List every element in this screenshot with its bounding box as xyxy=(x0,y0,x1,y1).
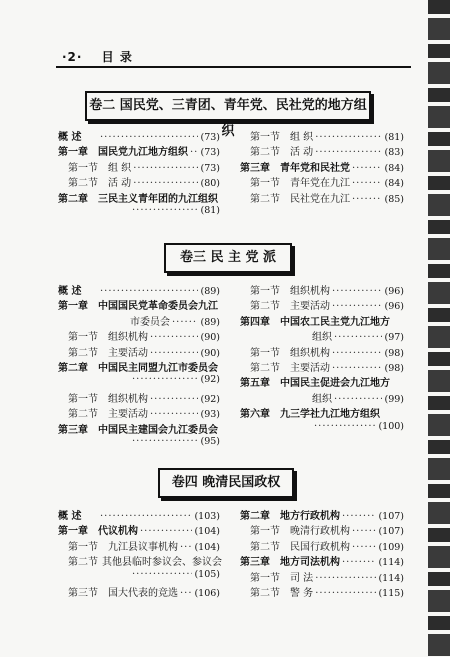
toc-entry xyxy=(58,205,220,216)
toc-entry xyxy=(58,507,220,522)
toc-entry xyxy=(240,143,404,158)
page-number: ·2· xyxy=(62,50,83,64)
toc-entry-label: 第二节 xyxy=(250,301,280,313)
toc-entry-label: 第一章 xyxy=(58,526,88,538)
toc-entry-label: 概 述 xyxy=(58,132,82,143)
leader-dots xyxy=(315,588,376,599)
toc-page-number: (104) xyxy=(194,526,220,538)
toc-page-number: (90) xyxy=(200,332,220,344)
toc-entry-label: 第一节 xyxy=(68,332,98,344)
leader-dots xyxy=(342,511,376,522)
toc-page-number: (105) xyxy=(194,568,220,580)
toc-entry-label: 第二章 xyxy=(58,193,88,205)
leader-dots xyxy=(352,194,382,205)
toc-entry-title: 民国行政机构 xyxy=(290,541,350,553)
page-header xyxy=(62,48,133,65)
toc-entry-title: 地方司法机构 xyxy=(280,557,340,569)
toc-entry xyxy=(240,359,404,374)
leader-dots xyxy=(150,332,198,343)
volume-2-left-column xyxy=(58,128,220,218)
toc-entry-title: 组织 xyxy=(312,393,332,405)
toc-page-number: (96) xyxy=(384,286,404,297)
toc-entry-label: 第二节 xyxy=(250,147,280,159)
leader-dots xyxy=(180,588,192,599)
toc-entry-label: 第二节 xyxy=(68,347,98,359)
toc-entry-title: 地方行政机构 xyxy=(280,511,340,522)
toc-page-number: (103) xyxy=(194,511,220,522)
toc-entry-label: 第三节 xyxy=(68,588,98,599)
toc-entry-title: 九三学社九江地方组织 xyxy=(280,409,380,421)
toc-entry-title: 民社党在九江 xyxy=(290,193,350,205)
leader-dots xyxy=(332,301,382,312)
toc-entry xyxy=(240,569,404,584)
toc-entry xyxy=(58,538,220,553)
toc-entry-title: 组织机构 xyxy=(108,393,148,405)
toc-entry-label: 第一节 xyxy=(250,178,280,190)
toc-entry-title: 主要活动 xyxy=(108,347,148,359)
volume-3-right-column xyxy=(240,282,404,442)
toc-entry-title: 组 织 xyxy=(108,162,132,174)
toc-entry-label: 第三章 xyxy=(240,557,270,569)
toc-page-number: (73) xyxy=(200,132,220,143)
leader-dots xyxy=(172,317,198,328)
toc-entry xyxy=(240,584,404,599)
toc-entry-title: 市委员会 xyxy=(130,316,170,328)
toc-entry xyxy=(240,313,404,328)
toc-page-number: (109) xyxy=(378,541,404,553)
leader-dots xyxy=(100,511,192,522)
toc-entry xyxy=(240,128,404,143)
toc-entry-title: 司 法 xyxy=(290,572,314,584)
toc-entry xyxy=(58,522,220,537)
toc-page-number: (85) xyxy=(384,193,404,205)
leader-dots xyxy=(132,374,198,385)
toc-page-number: (98) xyxy=(384,347,404,359)
toc-page-number: (115) xyxy=(378,588,404,599)
leader-dots xyxy=(315,132,382,143)
toc-page-number: (104) xyxy=(194,541,220,553)
toc-entry-title: 活 动 xyxy=(290,147,314,159)
leader-dots xyxy=(180,542,192,553)
toc-page-number: (107) xyxy=(378,526,404,538)
toc-entry xyxy=(240,390,404,405)
toc-entry xyxy=(240,553,404,568)
leader-dots xyxy=(334,332,382,343)
scan-edge-artifact xyxy=(428,0,450,657)
leader-dots xyxy=(332,286,382,297)
toc-entry-label: 第二节 xyxy=(250,363,280,374)
toc-entry-label: 第二章 xyxy=(58,363,88,374)
toc-entry-title: 代议机构 xyxy=(98,526,138,538)
toc-entry-label: 第二节 xyxy=(68,557,98,569)
volume-2-title: 卷二 国民党、三青团、青年党、民社党的地方组织 xyxy=(85,91,371,121)
toc-entry xyxy=(58,553,220,568)
toc-entry xyxy=(58,313,220,328)
toc-entry xyxy=(240,174,404,189)
toc-page-number: (73) xyxy=(200,147,220,159)
toc-entry xyxy=(58,159,220,174)
toc-entry-title: 主要活动 xyxy=(108,409,148,421)
leader-dots xyxy=(133,178,198,189)
toc-entry-label: 第一节 xyxy=(250,347,280,359)
leader-dots xyxy=(132,436,198,447)
toc-entry-label: 第三章 xyxy=(58,424,88,436)
toc-entry-label: 第一章 xyxy=(58,301,88,313)
toc-entry-title: 主要活动 xyxy=(290,363,330,374)
leader-dots xyxy=(315,147,382,158)
toc-entry-label: 第一章 xyxy=(58,147,88,159)
leader-dots xyxy=(334,394,382,405)
toc-entry-label: 第一节 xyxy=(250,572,280,584)
toc-page-number: (99) xyxy=(384,393,404,405)
leader-dots xyxy=(190,147,198,158)
toc-page-number: (84) xyxy=(384,162,404,174)
leader-dots xyxy=(100,286,198,297)
toc-entry xyxy=(58,390,220,405)
toc-entry-label: 概 述 xyxy=(58,511,82,522)
toc-entry-title: 组织机构 xyxy=(290,347,330,359)
toc-entry-title: 活 动 xyxy=(108,178,132,190)
toc-entry-title: 青年党和民社党 xyxy=(280,162,350,174)
toc-entry xyxy=(58,421,220,436)
toc-entry xyxy=(240,344,404,359)
toc-entry-label: 第二章 xyxy=(240,511,270,522)
toc-entry-title: 晚清行政机构 xyxy=(290,526,350,538)
toc-entry-title: 组织 xyxy=(312,332,332,344)
toc-entry xyxy=(58,405,220,420)
toc-entry xyxy=(58,190,220,205)
toc-entry xyxy=(58,374,220,385)
leader-dots xyxy=(332,348,382,359)
leader-dots xyxy=(352,526,376,537)
toc-entry-label: 第二节 xyxy=(250,193,280,205)
toc-page-number: (98) xyxy=(384,363,404,374)
toc-page-number: (90) xyxy=(200,347,220,359)
toc-entry xyxy=(58,282,220,297)
toc-entry-title: 三民主义青年团的九江组织 xyxy=(98,193,218,205)
toc-entry-title: 组织机构 xyxy=(108,332,148,344)
leader-dots xyxy=(150,394,198,405)
toc-page-number: (106) xyxy=(194,588,220,599)
toc-entry-label: 第二节 xyxy=(68,409,98,421)
toc-entry xyxy=(58,128,220,143)
leader-dots xyxy=(352,163,382,174)
page-title: 目 录 xyxy=(101,50,133,64)
toc-entry xyxy=(240,538,404,553)
toc-page-number: (107) xyxy=(378,511,404,522)
toc-page-number: (114) xyxy=(378,572,404,584)
toc-page-number: (100) xyxy=(378,420,404,432)
toc-entry-label: 第六章 xyxy=(240,409,270,421)
toc-page-number: (93) xyxy=(200,409,220,421)
volume-2-right-column xyxy=(240,128,404,218)
toc-page-number: (114) xyxy=(378,557,404,569)
toc-entry-title: 中国民主促进会九江地方 xyxy=(280,378,390,390)
toc-entry-label: 第一节 xyxy=(250,526,280,538)
toc-entry-label: 第三章 xyxy=(240,162,270,174)
toc-entry-title: 中国民主同盟九江市委员会 xyxy=(98,363,218,374)
toc-entry xyxy=(58,569,220,580)
leader-dots xyxy=(315,573,376,584)
volume-3-left-column xyxy=(58,282,220,447)
toc-entry-title: 九江县议事机构 xyxy=(108,541,178,553)
toc-entry-title: 中国民主建国会九江委员会 xyxy=(98,424,218,436)
toc-entry xyxy=(240,190,404,205)
toc-page-number: (81) xyxy=(384,132,404,143)
toc-entry xyxy=(58,328,220,343)
toc-entry-title: 国民党九江地方组织 xyxy=(98,147,188,159)
toc-entry-label: 第一节 xyxy=(250,132,280,143)
toc-entry xyxy=(58,297,220,312)
leader-dots xyxy=(150,348,198,359)
toc-page-number: (92) xyxy=(200,393,220,405)
leader-dots xyxy=(132,205,198,216)
toc-entry-label: 概 述 xyxy=(58,286,82,297)
toc-entry xyxy=(240,421,404,432)
toc-entry xyxy=(240,522,404,537)
toc-page-number: (89) xyxy=(200,286,220,297)
toc-entry xyxy=(58,143,220,158)
toc-entry-title: 组 织 xyxy=(290,132,314,143)
toc-entry-title: 国大代表的竞选 xyxy=(108,588,178,599)
volume-4-right-column xyxy=(240,507,404,597)
leader-dots xyxy=(100,132,198,143)
toc-entry-label: 第一节 xyxy=(68,162,98,174)
toc-page-number: (96) xyxy=(384,301,404,313)
toc-entry xyxy=(240,507,404,522)
toc-entry-title: 其他县临时参议会、参议会 xyxy=(102,557,222,569)
toc-entry-label: 第五章 xyxy=(240,378,270,390)
toc-page-number: (81) xyxy=(200,205,220,216)
toc-page-number: (80) xyxy=(200,178,220,190)
toc-entry-title: 主要活动 xyxy=(290,301,330,313)
toc-page-number: (83) xyxy=(384,147,404,159)
toc-entry xyxy=(240,297,404,312)
toc-page-number: (92) xyxy=(200,374,220,386)
leader-dots xyxy=(314,421,376,432)
toc-entry-title: 组织机构 xyxy=(290,286,330,297)
volume-4-left-column xyxy=(58,507,220,597)
toc-page-number: (89) xyxy=(200,316,220,328)
toc-entry xyxy=(240,405,404,420)
toc-entry xyxy=(58,436,220,447)
toc-entry xyxy=(240,374,404,389)
toc-entry-label: 第二节 xyxy=(250,588,280,599)
header-rule xyxy=(56,66,411,68)
toc-entry-label: 第一节 xyxy=(68,393,98,405)
toc-entry-label: 第二节 xyxy=(250,541,280,553)
leader-dots xyxy=(342,557,376,568)
toc-entry-label: 第四章 xyxy=(240,316,270,328)
toc-entry-label: 第一节 xyxy=(250,286,280,297)
toc-page-number: (73) xyxy=(200,162,220,174)
toc-entry xyxy=(58,344,220,359)
leader-dots xyxy=(133,163,198,174)
toc-entry xyxy=(240,159,404,174)
leader-dots xyxy=(132,569,192,580)
toc-entry xyxy=(240,282,404,297)
leader-dots xyxy=(352,542,376,553)
volume-3-title: 卷三 民 主 党 派 xyxy=(164,243,292,273)
toc-entry xyxy=(58,174,220,189)
toc-entry xyxy=(58,584,220,599)
toc-entry xyxy=(58,359,220,374)
toc-page-number: (97) xyxy=(384,332,404,344)
toc-entry-label: 第二节 xyxy=(68,178,98,190)
toc-entry-title: 警 务 xyxy=(290,588,314,599)
toc-entry xyxy=(240,328,404,343)
leader-dots xyxy=(150,409,198,420)
toc-entry-title: 中国国民党革命委员会九江 xyxy=(98,301,218,313)
toc-entry-title: 青年党在九江 xyxy=(290,178,350,190)
toc-page-number: (95) xyxy=(200,436,220,447)
toc-page-number: (84) xyxy=(384,178,404,190)
volume-4-title: 卷四 晚清民国政权 xyxy=(158,468,294,498)
leader-dots xyxy=(140,526,192,537)
toc-entry-title: 中国农工民主党九江地方 xyxy=(280,316,390,328)
leader-dots xyxy=(352,178,382,189)
toc-entry-label: 第一节 xyxy=(68,541,98,553)
leader-dots xyxy=(332,363,382,374)
